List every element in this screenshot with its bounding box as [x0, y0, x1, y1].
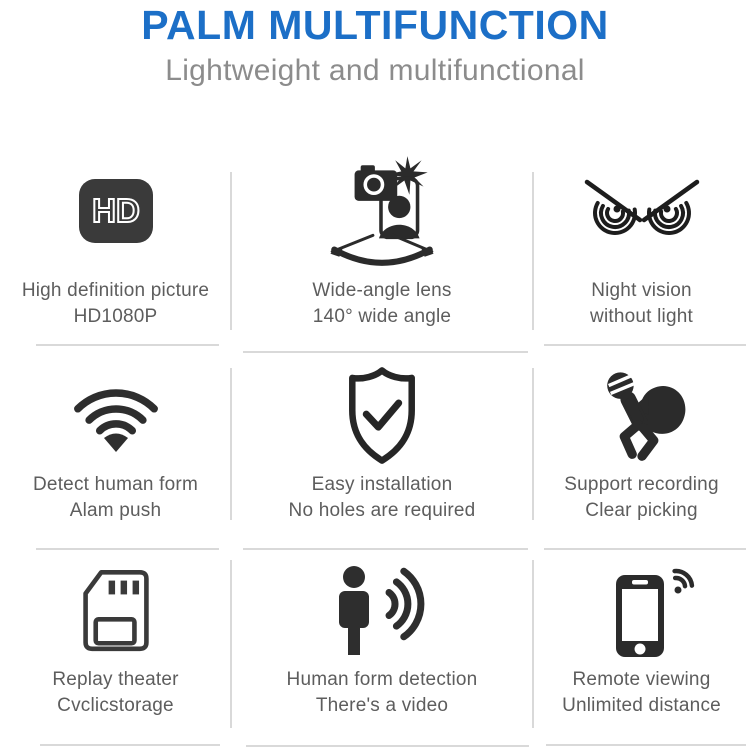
- divider: [532, 368, 534, 520]
- feature-line2: Clear picking: [585, 500, 698, 521]
- feature-line2: 140° wide angle: [312, 306, 452, 327]
- feature-line1: Night vision: [591, 280, 692, 301]
- feature-line2: Cvclicstorage: [57, 695, 174, 716]
- feature-text: [312, 278, 451, 330]
- divider: [544, 548, 746, 550]
- human-detection-icon: [321, 561, 443, 661]
- feature-text: [52, 667, 178, 719]
- feature-human-form-detection: [231, 549, 533, 750]
- feature-text: [33, 472, 198, 524]
- feature-line2: Unlimited distance: [562, 695, 721, 716]
- feature-line1: Human form detection: [286, 669, 478, 690]
- hd-badge-label: HD: [91, 192, 140, 229]
- hd-badge-icon: [76, 150, 156, 272]
- feature-wide-angle: [231, 140, 533, 348]
- feature-text: [287, 667, 478, 719]
- divider: [40, 744, 220, 746]
- thief-icon: [586, 366, 698, 466]
- feature-text: [289, 472, 476, 524]
- feature-line2: Alam push: [69, 500, 162, 521]
- feature-grid: [0, 140, 750, 750]
- feature-easy-installation: [231, 348, 533, 549]
- feature-text: [562, 667, 721, 719]
- wifi-icon: [64, 366, 168, 466]
- feature-line2: without light: [590, 306, 693, 327]
- divider: [36, 548, 219, 550]
- divider: [230, 172, 232, 330]
- feature-line1: Wide-angle lens: [312, 280, 452, 301]
- owl-eyes-icon: [582, 150, 702, 272]
- divider: [246, 745, 529, 747]
- feature-high-definition: [0, 140, 231, 348]
- feature-remote-viewing: [533, 549, 750, 750]
- feature-line1: Easy installation: [311, 474, 453, 495]
- smartphone-wifi-icon: [586, 561, 698, 661]
- feature-line1: Replay theater: [52, 669, 179, 690]
- divider: [546, 744, 746, 746]
- feature-text: [22, 278, 209, 330]
- feature-line2: HD1080P: [73, 306, 158, 327]
- feature-line1: Support recording: [564, 474, 719, 495]
- sd-card-icon: [73, 561, 159, 661]
- divider: [230, 560, 232, 728]
- feature-night-vision: [533, 140, 750, 348]
- shield-check-icon: [334, 366, 430, 466]
- wide-angle-camera-icon: [316, 150, 448, 272]
- feature-line2: There's a video: [315, 695, 449, 716]
- feature-line2: No holes are required: [288, 500, 476, 521]
- divider: [243, 351, 528, 353]
- feature-line1: High definition picture: [21, 280, 210, 301]
- page-title: PALM MULTIFUNCTION: [141, 2, 609, 48]
- divider: [243, 548, 528, 550]
- feature-text: [590, 278, 693, 330]
- divider: [532, 560, 534, 728]
- page-subtitle: Lightweight and multifunctional: [165, 54, 585, 87]
- feature-line1: Detect human form: [33, 474, 198, 495]
- feature-replay: [0, 549, 231, 750]
- feature-line1: Remote viewing: [572, 669, 711, 690]
- divider: [230, 368, 232, 520]
- divider: [36, 344, 219, 346]
- divider: [532, 172, 534, 330]
- feature-text: [564, 472, 718, 524]
- feature-detect-push: [0, 348, 231, 549]
- divider: [544, 344, 746, 346]
- feature-support-recording: [533, 348, 750, 549]
